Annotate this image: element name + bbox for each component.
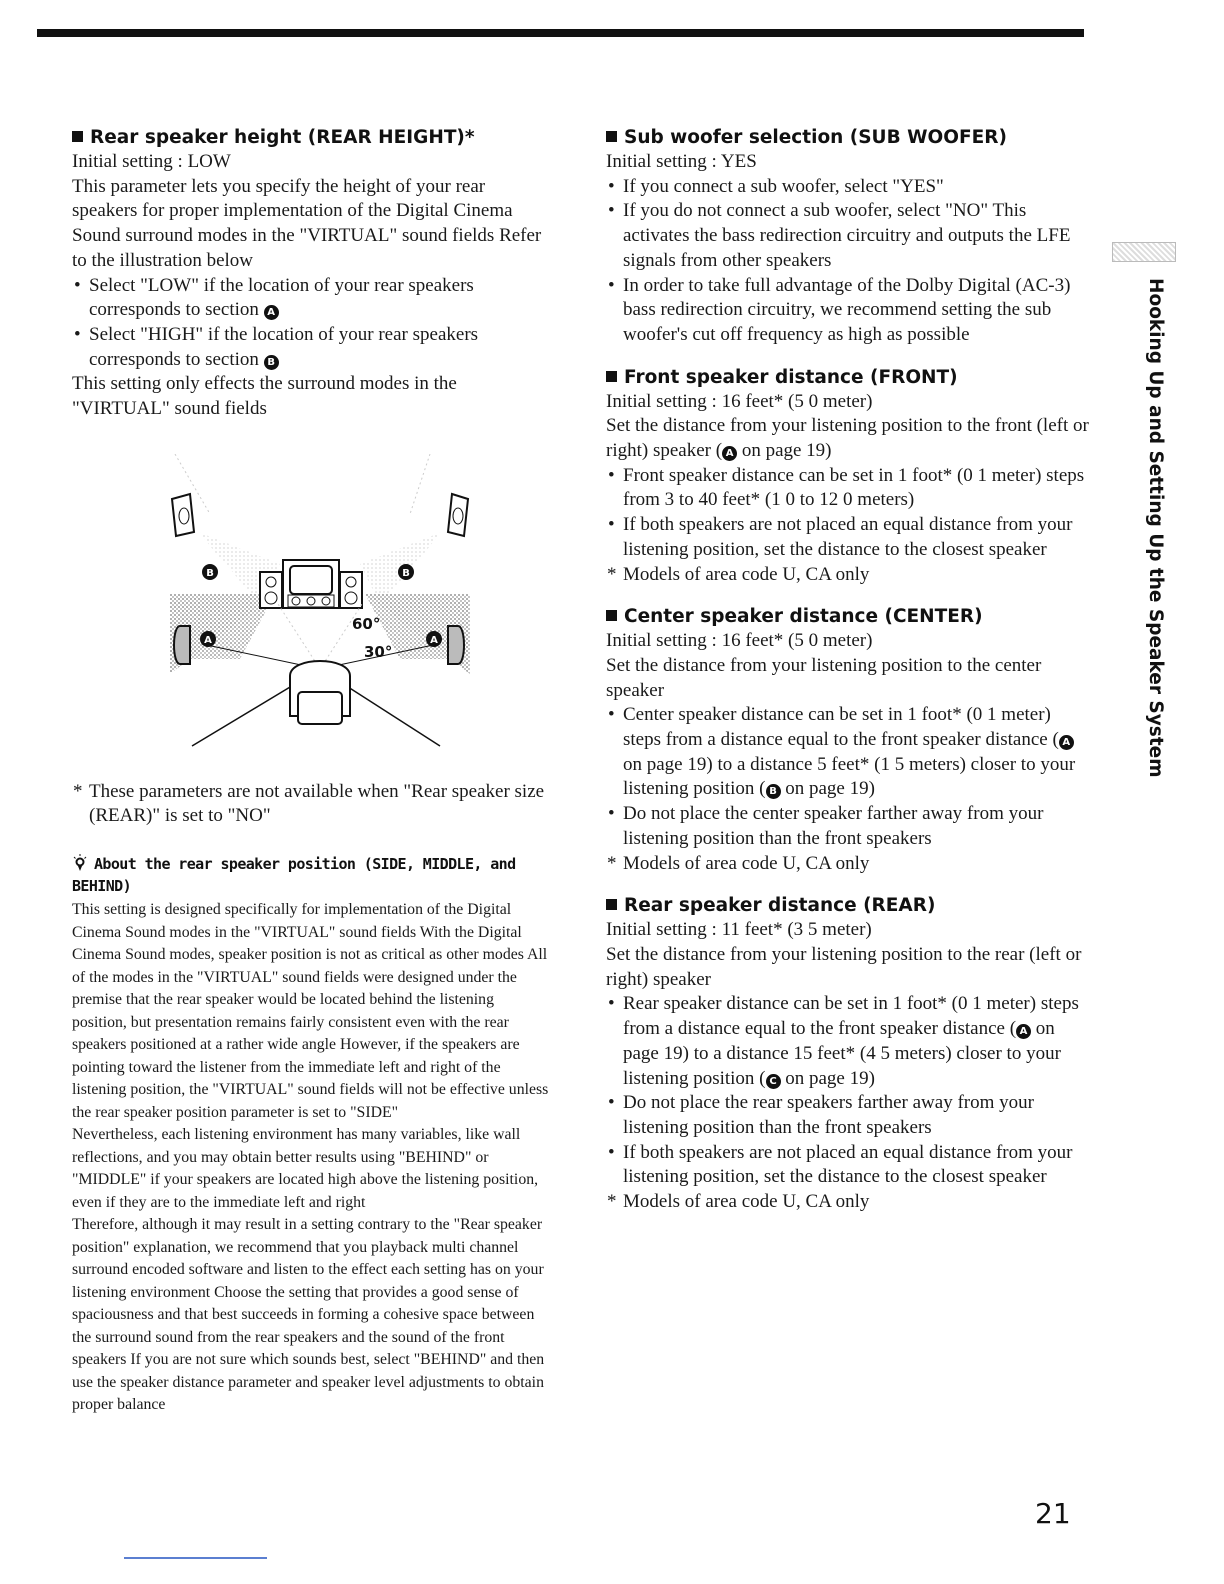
initial-setting: Initial setting : LOW	[72, 151, 231, 172]
list-item	[606, 703, 1091, 802]
rear-speaker-high-left	[172, 494, 194, 536]
center-distance-section	[606, 605, 1091, 876]
intro-text: Set the distance from your listening position to the center speaker	[606, 654, 1042, 701]
label-a-right	[426, 631, 442, 647]
listener-chair	[290, 661, 350, 724]
list-item-text: Select "HIGH" if the location of your rear speakers corresponds to section	[89, 323, 479, 370]
tip-title-text: About the rear speaker position (SIDE, MIDDLE, and BEHIND)	[72, 855, 516, 896]
footnote	[606, 852, 1091, 877]
text-span: Set the distance from your listening position to the front (left or right) speaker (	[606, 415, 1089, 462]
list-item	[72, 323, 550, 372]
ref-b-badge: B	[766, 784, 781, 799]
list-item	[606, 992, 1091, 1091]
sub-woofer-section	[606, 126, 1091, 348]
front-distance-heading	[606, 366, 1091, 390]
label-a-text: A	[430, 634, 438, 646]
text-span: on page 19)	[737, 440, 832, 462]
bullet-list	[606, 703, 1091, 851]
ref-a-badge: A	[1059, 735, 1074, 750]
heading-text: Center speaker distance (CENTER)	[624, 606, 983, 628]
rear-speaker-high-right	[448, 494, 468, 536]
rear-distance-heading	[606, 894, 1091, 918]
list-item	[72, 274, 550, 323]
bullet-list	[606, 992, 1091, 1190]
list-item: • Do not place the rear speakers farther away from your listening position than the front speakers	[606, 1091, 1091, 1140]
angle-30-label: 30°	[364, 642, 393, 661]
tip-section	[72, 853, 550, 1417]
heading-text: Rear speaker height (REAR HEIGHT)*	[90, 127, 475, 148]
initial-setting: Initial setting : YES	[606, 151, 757, 172]
list-item: • If you do not connect a sub woofer, select "NO" This activates the bass redirection circuitry and outputs the LFE signals from other speakers	[606, 199, 1091, 273]
label-b-right	[398, 564, 414, 580]
footnote	[72, 780, 550, 829]
ref-a-badge: A	[1016, 1024, 1031, 1039]
tip-paragraph: Therefore, although it may result in a setting contrary to the "Rear speaker position" explanation, we recommend that you playback multi channel surround encoded software and listen to the effect each setting has on your listening environment Choose the setting that provides a good sense of spaciousness and that best succeeds in forming a cohesive space between the surround sound from the rear speakers and the sound of the front speakers If you are not sure which sounds best, select "BEHIND" and then use the speaker distance parameter and speaker level adjustments to obtain proper balance	[72, 1216, 545, 1414]
square-bullet-icon	[606, 610, 617, 621]
tip-paragraph: This setting is designed specifically for implementation of the Digital Cinema Sound modes in the "VIRTUAL" sound fields With the Digital Cinema Sound modes, speaker position is not as critical as other modes All of the modes in the "VIRTUAL" sound fields were designed under the premise that the rear speaker would be located behind the listening position, but presentation remains fairly consistent even with the rear speakers positioned at a rather wide angle However, if the speakers are pointing toward the listener from the immediate left and right of the listening position, the "VIRTUAL" sound fields will not be effective unless the rear speaker position parameter is set to "SIDE"	[72, 901, 549, 1121]
footnote	[606, 1190, 1091, 1215]
footnote-star: *	[607, 852, 617, 874]
rear-height-section	[72, 126, 550, 422]
bullet-list	[606, 175, 1091, 348]
section-tab-marker	[1112, 242, 1176, 262]
footnote-text: Models of area code U, CA only	[623, 852, 870, 874]
list-item: • Front speaker distance can be set in 1 foot* (0 1 meter) steps from 3 to 40 feet* (1 0 to 12 0 meters)	[606, 464, 1091, 513]
initial-setting: Initial setting : 16 feet* (5 0 meter)	[606, 630, 873, 652]
footnote-star: *	[73, 780, 83, 802]
side-chapter-title	[1144, 278, 1166, 778]
rear-speaker-low-left	[174, 626, 190, 664]
square-bullet-icon	[606, 371, 617, 382]
footnote-star: *	[607, 563, 617, 585]
intro-text: Set the distance from your listening position to the rear (left or right) speaker	[606, 943, 1082, 990]
ray-line	[410, 454, 430, 514]
label-b-left	[202, 564, 218, 580]
text-span: Center speaker distance can be set in 1 foot* (0 1 meter) steps from a distance equal to the front speaker distance (	[623, 704, 1059, 751]
text-span: on page 19) to a distance 5 feet* (1 5 meters) closer to your listening position (	[623, 753, 1076, 800]
heading-text: Front speaker distance (FRONT)	[624, 366, 958, 388]
label-a-left	[200, 631, 216, 647]
label-b-text: B	[402, 567, 410, 579]
left-column	[72, 126, 550, 1435]
front-speaker-left	[260, 572, 282, 608]
ray-line	[320, 604, 362, 669]
bullet-list	[72, 274, 550, 373]
footnote-text: Models of area code U, CA only	[623, 1191, 870, 1213]
heading-text: Rear speaker distance (REAR)	[624, 895, 936, 917]
list-item: • If you connect a sub woofer, select "YES"	[606, 175, 1091, 200]
rear-distance-section	[606, 894, 1091, 1214]
footnote	[606, 563, 1091, 588]
initial-setting: Initial setting : 16 feet* (5 0 meter)	[606, 390, 873, 412]
footnote-star: *	[607, 1191, 617, 1213]
section-a-badge: A	[264, 305, 279, 320]
bullet-list	[606, 464, 1091, 563]
text-span: on page 19) to a distance 15 feet* (4 5 meters) closer to your listening position (	[623, 1018, 1061, 1089]
initial-setting: Initial setting : 11 feet* (3 5 meter)	[606, 919, 872, 941]
intro-text: This parameter lets you specify the height of your rear speakers for proper implementation of the Digital Cinema Sound surround modes in the "VIRTUAL" sound fields Refer to the illustration below	[72, 175, 542, 271]
tv-set	[283, 560, 339, 608]
list-item: • Do not place the center speaker farther away from your listening position than the front speakers	[606, 802, 1091, 851]
closing-text: This setting only effects the surround modes in the "VIRTUAL" sound fields	[72, 373, 457, 420]
tip-paragraph: Nevertheless, each listening environment has many variables, like wall reflections, and you may obtain better results using "BEHIND" or "MIDDLE" if your speakers are located high above the listening position, even if they are to the immediate left and right	[72, 1126, 539, 1211]
list-item-text: Select "LOW" if the location of your rear speakers corresponds to section	[89, 274, 474, 321]
section-b-badge: B	[264, 355, 279, 370]
rear-speaker-low-right	[448, 626, 464, 664]
ref-a-badge: A	[722, 446, 737, 461]
list-item: • If both speakers are not placed an equal distance from your listening position, set the distance to the closest speaker	[606, 513, 1091, 562]
text-span: on page 19)	[780, 778, 875, 800]
footnote-text: Models of area code U, CA only	[623, 563, 870, 585]
angle-60-label: 60°	[352, 614, 381, 633]
label-a-text: A	[204, 634, 212, 646]
heading-text: Sub woofer selection (SUB WOOFER)	[624, 127, 1007, 148]
text-span: on page 19)	[780, 1067, 875, 1089]
ref-c-badge: C	[766, 1074, 781, 1089]
bottom-rule	[124, 1557, 267, 1559]
side-title-text: Hooking Up and Setting Up the Speaker System	[1145, 278, 1166, 778]
front-speaker-right	[340, 572, 362, 608]
right-column	[606, 126, 1091, 1233]
ray-line	[278, 604, 320, 669]
sub-woofer-heading	[606, 126, 1091, 150]
square-bullet-icon	[606, 131, 617, 142]
rear-height-heading	[72, 126, 550, 150]
text-span: Rear speaker distance can be set in 1 foot* (0 1 meter) steps from a distance equal to the front speaker distance (	[623, 993, 1079, 1040]
tip-heading	[72, 853, 550, 897]
list-item: • If both speakers are not placed an equal distance from your listening position, set the distance to the closest speaker	[606, 1141, 1091, 1190]
footnote-text: These parameters are not available when "Rear speaker size (REAR)" is set to "NO"	[89, 780, 545, 827]
list-item: • In order to take full advantage of the Dolby Digital (AC-3) bass redirection circuitry, we recommend setting the sub woofer's cut off frequency as high as possible	[606, 274, 1091, 348]
page-number: 21	[1035, 1497, 1071, 1530]
label-b-text: B	[206, 567, 214, 579]
speaker-position-diagram	[170, 454, 470, 754]
top-rule	[37, 29, 1084, 37]
lightbulb-icon	[72, 854, 88, 872]
center-distance-heading	[606, 605, 1091, 629]
front-distance-section	[606, 366, 1091, 588]
square-bullet-icon	[606, 899, 617, 910]
square-bullet-icon	[72, 131, 83, 142]
intro-text	[606, 414, 1091, 463]
